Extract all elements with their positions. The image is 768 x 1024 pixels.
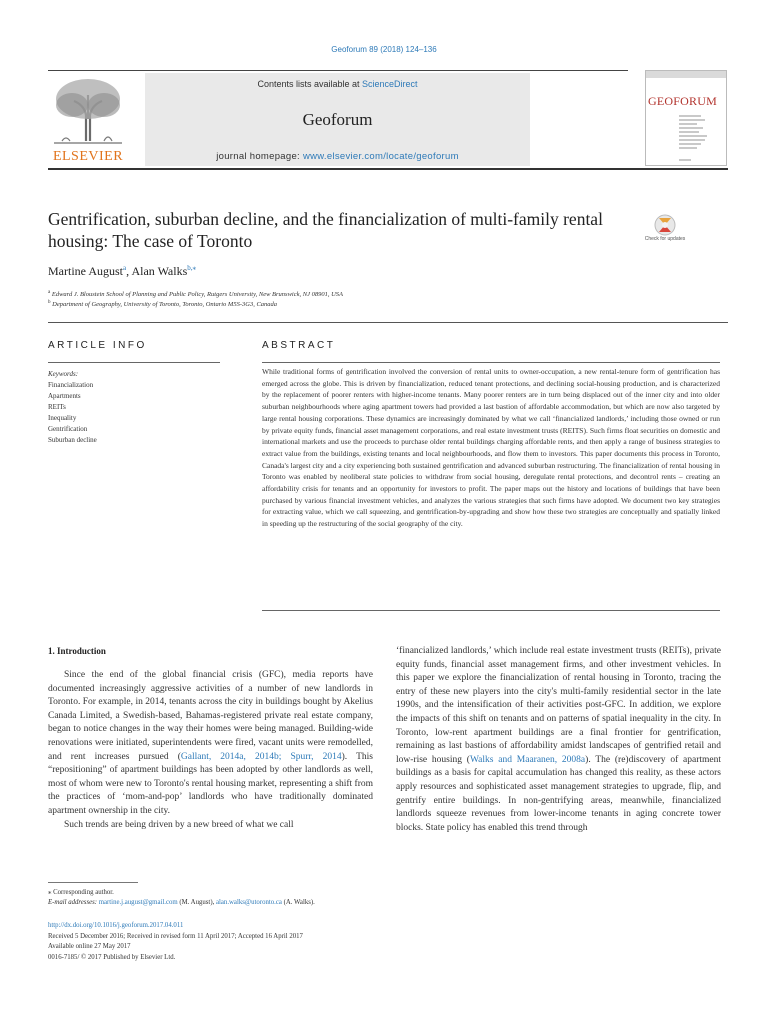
keywords-label: Keywords:: [48, 370, 79, 378]
sciencedirect-link[interactable]: ScienceDirect: [362, 79, 418, 89]
copyright-line: 0016-7185/ © 2017 Published by Elsevier Ltd.: [48, 954, 176, 961]
keyword-item: Suburban decline: [48, 436, 97, 444]
author-affiliation-mark[interactable]: a: [123, 264, 127, 272]
cover-text-line: [679, 159, 691, 161]
email-owner: (M. August),: [177, 899, 216, 906]
journal-citation[interactable]: Geoforum 89 (2018) 124–136: [331, 45, 437, 54]
section-heading-introduction: 1. Introduction: [48, 646, 106, 656]
check-for-updates-label[interactable]: Check for updates: [644, 236, 686, 242]
citation-link[interactable]: Walks and Maaranen, 2008a: [469, 754, 586, 765]
paragraph-text: ‘financialized landlords,’ which include real estate investment trusts (REITs), private equity funds, financial asset management firms, and other investment vehicles. In this paper we explore the financialization of rental housing in Toronto, tracing the entry of these new players into the city's multi-family residential sector in the late 1990s, and the intensification of their activities post-GFC. In addition, we explore the impacts of this shift on tenants and on patterns of spatial inequality in the city. In Toronto, low-rent apartment buildings are a final frontier for gentrification, remaining as last bastions of affordability amidst landscapes of gentrified retail and low-rise housing (: [396, 646, 721, 765]
affiliation: [48, 290, 608, 298]
abstract-divider-bottom: [262, 610, 720, 611]
cover-text-line: [679, 135, 707, 137]
body-paragraph: [48, 669, 373, 819]
email-link[interactable]: alan.walks@utoronto.ca: [216, 899, 282, 906]
check-for-updates-icon[interactable]: [646, 213, 684, 251]
cover-text-line: [679, 147, 697, 149]
journal-homepage-link[interactable]: www.elsevier.com/locate/geoforum: [302, 151, 459, 162]
available-online-date: Available online 27 May 2017: [48, 943, 131, 950]
paragraph-text: ). This “repositioning” of apartment buildings has been adopted by other landlords as well, most of whom were new to Toronto's rental housing market, representing a shift from the practices of ‘mom-and-pop’ landlords who have traditionally dominated apartment ownership in the city.: [48, 751, 373, 816]
contents-available-line: [145, 79, 530, 89]
header-rule-bottom: [48, 168, 728, 170]
journal-cover-thumbnail[interactable]: [645, 70, 727, 166]
cover-text-line: [679, 127, 703, 129]
email-link[interactable]: martine.j.august@gmail.com: [98, 899, 178, 906]
affiliation-mark: b: [48, 300, 51, 305]
affiliation: [48, 300, 608, 308]
affiliation-text: Department of Geography, University of Toronto, Toronto, Ontario M5S-3G3, Canada: [52, 301, 278, 309]
journal-name: Geoforum: [302, 110, 373, 129]
author-affiliation-mark[interactable]: b,⁎: [187, 264, 197, 272]
body-paragraph: Such trends are being driven by a new breed of what we call: [64, 819, 294, 830]
cover-text-line: [679, 143, 701, 145]
keywords-list: [48, 380, 97, 446]
elsevier-wordmark[interactable]: ELSEVIER: [52, 149, 124, 164]
abstract-text: While traditional forms of gentrification involved the conversion of rental units to owner-occupation, a new rental-tenure form of gentrification has emerged across the globe. This is driven by financialization, reduced tenant protections, and declining social-housing production, and is characterized by the replacement of poorer renters with higher-income tenants. Many poorer renters are in turn being displaced out of the inner city and into older suburban neighbourhoods where aging apartment towers had provided a last bastion of affordable accommodation, but which are now also targeted by large rental housing corporations. These dynamics are increasingly dominated by what we call ‘financialized landlords,’ including those owned or run by private equity funds, financial asset management corporations, and real estate investment trusts (REITS). Such firms float securities on domestic and international markets and use the proceeds to purchase older rental buildings charging affordable rents, and then apply a range of business strategies to extract value from the buildings, existing tenants and local neighbourhoods, and flow them to investors. This paper documents this process in Toronto, Canada's largest city and a city experiencing both sustained gentrification and advanced suburban restructuring. The financialization of rental housing in Toronto was enabled by neoliberal state policies to withdraw from social housing, deregulate rental protections, and decontrol rents – creating an affordability crisis for tenants and an opportunity for investors to profit. The paper maps out the history and locations of buildings that have been purchased by various financial investment vehicles, and analyzes the various strategies that such firms have adopted. We document two key strategies for extracting value, which we call squeezing, and gentrification-by-upgrading and show how these two strategies are conceptually and spatially linked in speeding up the restructuring of the social geography of the city.: [262, 367, 720, 529]
article-info-heading: ARTICLE INFO: [48, 340, 147, 351]
affiliation-divider: [48, 322, 728, 323]
affiliation-text: Edward J. Bloustein School of Planning and Public Policy, Rutgers University, New Brunswick, NJ 08901, USA: [51, 291, 344, 299]
journal-homepage-line: [145, 151, 530, 162]
keyword-item: Gentrification: [48, 425, 88, 433]
body-paragraph: [396, 645, 721, 835]
received-dates: Received 5 December 2016; Received in revised form 11 April 2017; Accepted 16 April 2017: [48, 933, 303, 940]
cover-text-line: [679, 139, 705, 141]
cover-title: GEOFORUM: [648, 94, 717, 108]
cover-text-line: [679, 115, 701, 117]
cover-text-line: [679, 119, 705, 121]
keyword-item: Apartments: [48, 392, 81, 400]
author-name[interactable]: Martine August: [48, 264, 123, 278]
paragraph-text: Since the end of the global financial crisis (GFC), media reports have documented increasingly aggressive activities of a number of new landlords in Toronto. For example, in 2014, tenants across the city in buildings bought by Akelius Canada Limited, a Swedish-based, Bahamas-registered private real estate company, began to notice changes in the way their homes were being managed. Building-wide renovations were initiated, superintendents were fired, vacant units were remodelled, and rent increases pursued (: [48, 670, 373, 762]
author-list: Martine August$^a$, Alan Walks$^{b,⁎}$: [48, 264, 197, 278]
email-label: E-mail addresses:: [48, 899, 99, 906]
header-rule-top: [48, 70, 628, 71]
email-addresses-note: [48, 899, 315, 906]
keyword-item: Financialization: [48, 381, 94, 389]
cover-text-line: [679, 123, 697, 125]
footnote-divider: [48, 882, 138, 883]
keyword-item: Inequality: [48, 414, 77, 422]
cover-top-bar: [646, 71, 726, 78]
homepage-prefix: journal homepage:: [216, 151, 303, 162]
corresponding-author-note: ⁎ Corresponding author.: [48, 889, 114, 896]
keyword-item: REITs: [48, 403, 66, 411]
citation-link[interactable]: Gallant, 2014a, 2014b; Spurr, 2014: [180, 751, 342, 762]
email-owner: (A. Walks).: [281, 899, 315, 906]
intro-column-right: [396, 645, 721, 835]
article-title: Gentrification, suburban decline, and the financialization of multi-family rental housing: The case of Toronto: [48, 209, 603, 251]
abstract-heading: ABSTRACT: [262, 340, 336, 351]
contents-prefix: Contents lists available at: [257, 79, 363, 89]
affiliation-mark: a: [48, 290, 51, 295]
article-info-divider: [48, 362, 220, 363]
author-name[interactable]: Alan Walks: [131, 264, 188, 278]
abstract-divider-top: [262, 362, 720, 363]
intro-column-left: [48, 669, 373, 832]
cover-text-line: [679, 131, 699, 133]
paragraph-text: ). The (re)discovery of apartment buildings as a basis for capital accumulation has changed this reality, as these actors apply resources and sophisticated asset management strategies to upgrade, flip, and gentrify entire buildings. In non-gentrifying areas, meanwhile, financialized landlords squeeze revenues from lower-income tenants in aging concrete tower blocks. State policy has enabled this trend through: [396, 754, 722, 833]
doi-link[interactable]: http://dx.doi.org/10.1016/j.geoforum.2017.04.011: [48, 922, 184, 929]
